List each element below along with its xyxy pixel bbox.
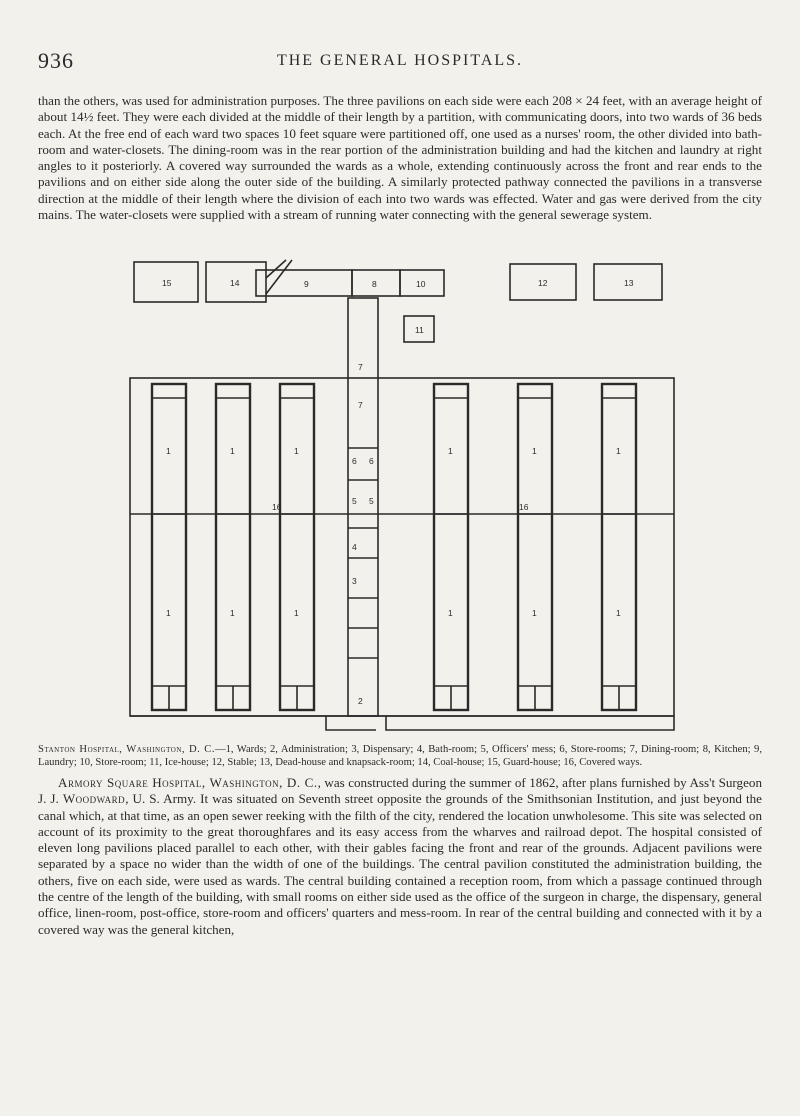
rear-wall: [130, 716, 674, 730]
coal-house-connector: [266, 260, 292, 294]
label-dispensary: 3: [352, 576, 357, 586]
section-lead: Armory Square Hospital, Washington, D. C.: [58, 775, 318, 790]
label-ward: 1: [294, 446, 299, 456]
label-bath-room: 4: [352, 542, 357, 552]
label-covered-way-left: 16: [272, 502, 282, 512]
label-store-room: 10: [416, 279, 426, 289]
label-dining-room: 7: [358, 362, 363, 372]
page-number: 936: [38, 48, 74, 73]
page-header: [38, 48, 762, 78]
label-ward: 1: [532, 608, 537, 618]
paragraph-bottom: [38, 775, 762, 938]
label-ward: 1: [448, 446, 453, 456]
administration-building: [348, 298, 378, 716]
ward-pavilion: [280, 384, 314, 710]
label-dining-room-rear: 7: [358, 400, 363, 410]
paragraph-bottom-text-1: , was constructed during the summer of 1862, after plans furnished by Ass't Surgeon J. J.: [38, 775, 763, 807]
label-kitchen: 8: [372, 279, 377, 289]
label-ward: 1: [616, 446, 621, 456]
label-covered-way-right: 16: [519, 502, 529, 512]
administration-pavilion: [348, 298, 378, 716]
ward-pavilion: [602, 384, 636, 710]
label-ice-house: 11: [415, 325, 424, 335]
label-stable: 12: [538, 278, 548, 288]
caption-title: Stanton Hospital, Washington, D. C.: [38, 744, 215, 755]
outer-covered-way: [130, 378, 674, 716]
label-coal-house: 14: [230, 278, 240, 288]
label-store-rooms: 5: [352, 496, 357, 506]
label-store-rooms-b: 5: [369, 496, 374, 506]
figure-caption: [38, 743, 762, 769]
label-ward: 1: [448, 608, 453, 618]
caption-legend: —1, Wards; 2, Administration; 3, Dispensary; 4, Bath-room; 5, Officers' mess; 6, Store-rooms; 7, Dining-room; 8, Kitchen; 9, Laundry; 10, Store-room; 11, Ice-house; 12, Stable; 13, Dead-house and knapsack-room; 14, Coal-house; 15, Guard-house; 16, Covered ways.: [38, 744, 762, 768]
ward-pavilion: [216, 384, 250, 710]
label-ward: 1: [294, 608, 299, 618]
label-officers-mess: 6: [352, 456, 357, 466]
ward-pavilion: [152, 384, 186, 710]
label-ward: 1: [166, 608, 171, 618]
label-ward: 1: [166, 446, 171, 456]
ward-pavilion: [518, 384, 552, 710]
label-ward: 1: [532, 446, 537, 456]
label-guard-house: 15: [162, 278, 172, 288]
surgeon-name: Woodward: [62, 791, 126, 807]
paragraph-top: than the others, was used for administration purposes. The three pavilions on each side were each 208 × 24 feet, with an average height of about 14½ feet. They were each divided at the middle of their length by a partition, with communicating doors, into two wards of 36 beds each. At the free end of each ward two spaces 10 feet square were partitioned off, one used as a nurses' room, the other divided into bath-room and water-closets. The dining-room was in the rear portion of the administration building and had the kitchen and laundry at right angles to it posteriorly. A covered way surrounded the wards as a whole, extending continuously across the front and rear ends to the pavilions and on either side along the outer side of the building. A similarly protected pathway connected the pavilions in a transverse direction at the middle of their length where the division of each into two wards was effected. Water and gas were derived from the city mains. The water-closets were supplied with a stream of running water connecting with the general sewerage system.: [38, 93, 762, 223]
paragraph-bottom-text-2: , U. S. Army. It was situated on Seventh street opposite the grounds of the Smithsonian Institution, and just beyond the canal which, at that time, as an open sewer reeking with the filth of the city, rendered the location unwholesome. This site was selected on account of its proximity to the great thoroughfares and its easy access from the wharves and railroad depot. The hospital consisted of eleven long pavilions placed parallel to each other, with their gables facing the front and rear of the grounds. Adjacent pavilions were separated by a space no wider than the width of one of the buildings. The central pavilion constituted the administration building, the others, five on each side, were used as wards. The central building contained a reception room, from which a passage continued through the centre of the length of the building, with small rooms on either side used as the office of the surgeon in charge, the dispensary, general office, linen-room, post-office, store-room and officers' quarters and mess-room. In rear of the central building and connected with it by a covered way was the general kitchen,: [38, 791, 762, 937]
label-officers-mess-b: 6: [369, 456, 374, 466]
ward-pavilion: [434, 384, 468, 710]
hospital-floor-plan: [126, 258, 678, 734]
label-laundry: 9: [304, 279, 309, 289]
label-administration: 2: [358, 696, 363, 706]
label-dead-house: 13: [624, 278, 634, 288]
label-ward: 1: [230, 608, 235, 618]
label-ward: 1: [230, 446, 235, 456]
running-title: THE GENERAL HOSPITALS.: [276, 52, 524, 69]
label-ward: 1: [616, 608, 621, 618]
